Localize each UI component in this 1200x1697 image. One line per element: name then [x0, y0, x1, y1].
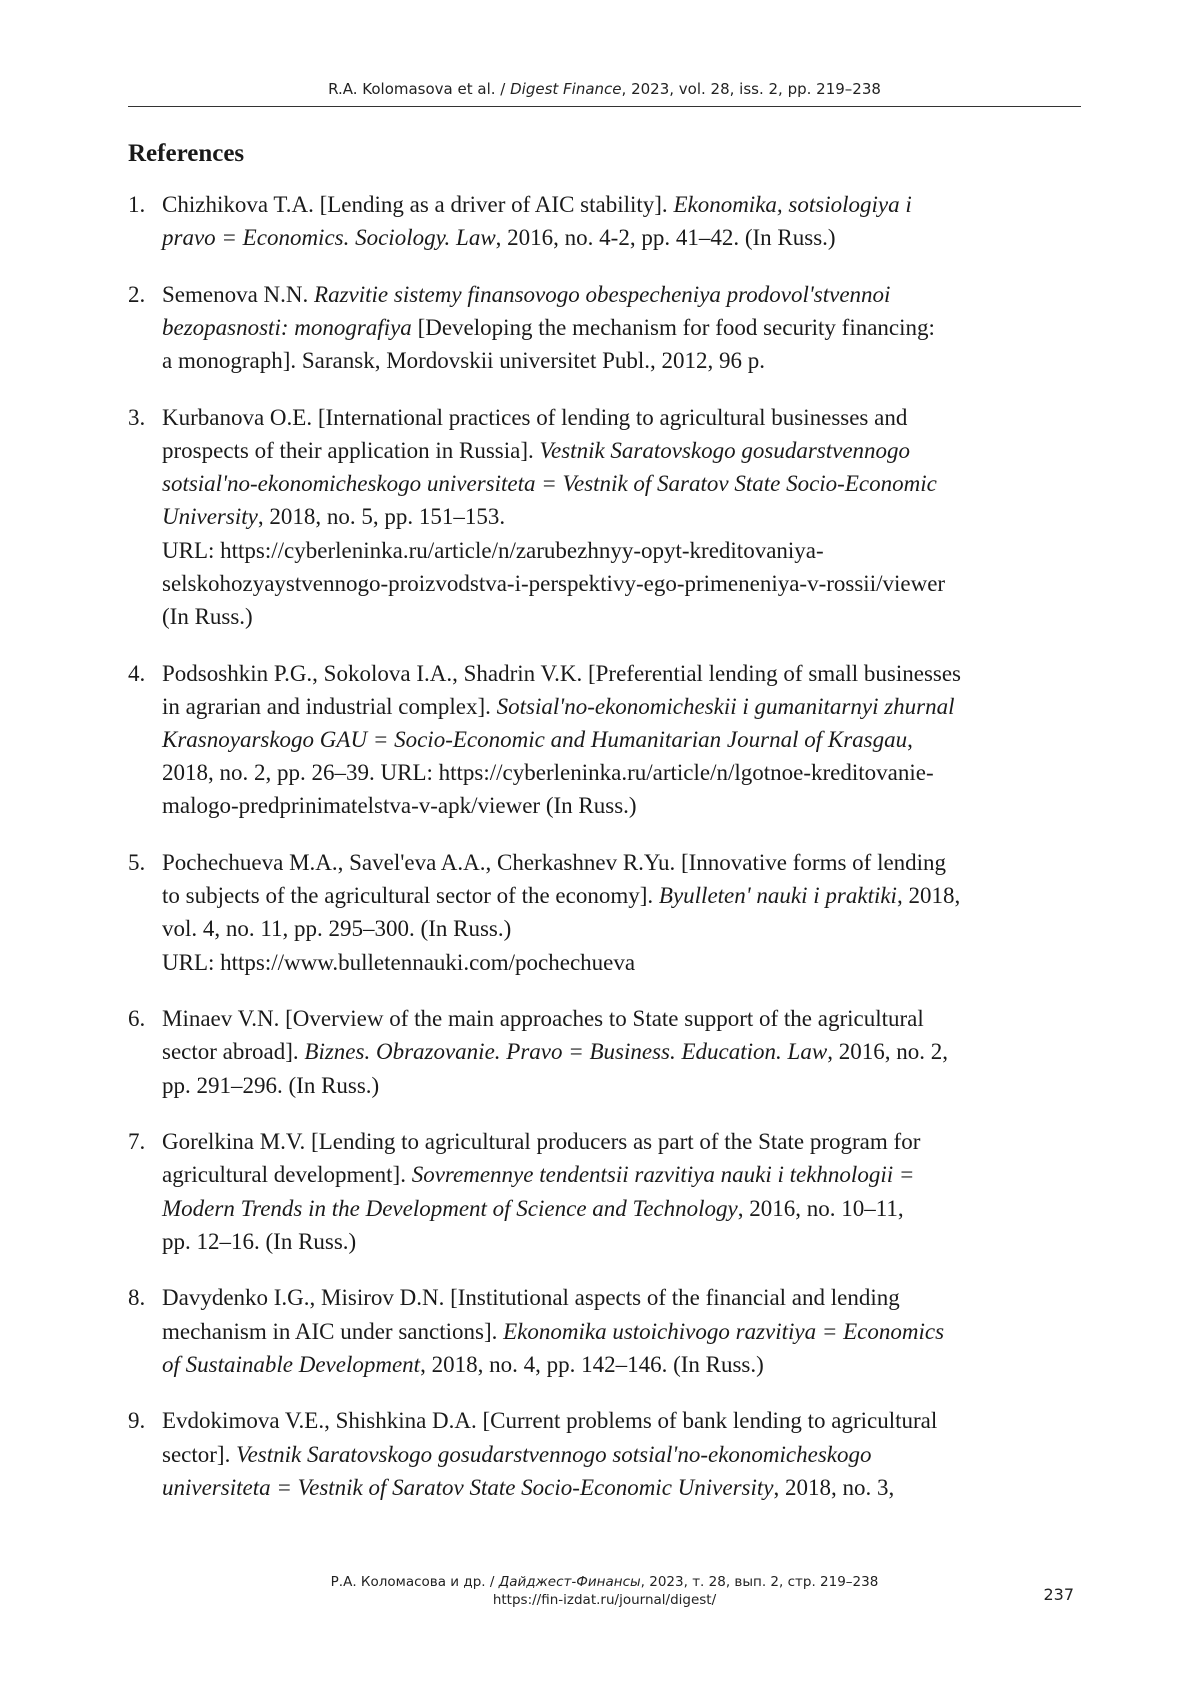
reference-item	[128, 846, 1088, 979]
page-number: 237	[1043, 1585, 1074, 1604]
reference-number: 9.	[128, 1408, 146, 1434]
reference-text: Semenova N.N. Razvitie sistemy finansovogo obespecheniya prodovol'stvennoi bezopasnosti: monografiya [Developing the mechanism for food security financing: a monograph]. Saransk, Mordovskii universitet Publ., 2012, 96 p.	[162, 281, 935, 374]
reference-item	[128, 1281, 1088, 1381]
header-details: , 2023, vol. 28, iss. 2, pp. 219–238	[621, 80, 881, 98]
reference-item	[128, 657, 1088, 823]
reference-list	[128, 188, 1088, 1527]
reference-number: 7.	[128, 1129, 146, 1155]
header-journal: Digest Finance	[510, 80, 622, 98]
footer-citation: Р.А. Коломасова и др. / Дайджест-Финансы, 2023, т. 28, вып. 2, стр. 219–238	[330, 1574, 879, 1590]
reference-number: 5.	[128, 850, 146, 876]
reference-number: 8.	[128, 1285, 146, 1311]
running-footer	[128, 1573, 1081, 1609]
reference-number: 1.	[128, 192, 146, 217]
reference-text: Minaev V.N. [Overview of the main approaches to State support of the agricultural sector abroad]. Biznes. Obrazovanie. Pravo = Business. Education. Law, 2016, no. 2, pp. 291–296. (In Russ.)	[162, 1006, 948, 1098]
reference-url: URL: https://www.bulletennauki.com/pochechueva	[162, 949, 636, 975]
reference-text: Davydenko I.G., Misirov D.N. [Institutional aspects of the financial and lending mechanism in AIC under sanctions]. Ekonomika ustoichivogo razvitiya = Economics of Sustainable Development, 2018, no. 4, pp. 142–146. (In Russ.)	[162, 1285, 945, 1377]
reference-item	[128, 278, 1088, 378]
section-title: References	[128, 140, 245, 167]
header-authors: R.A. Kolomasova et al. /	[328, 80, 511, 98]
reference-text: Chizhikova T.A. [Lending as a driver of AIC stability]. Ekonomika, sotsiologiya i pravo = Economics. Sociology. Law, 2016, no. 4-2, pp. 41–42. (In Russ.)	[162, 192, 912, 251]
reference-item	[128, 1002, 1088, 1102]
reference-text: Pochechueva M.A., Savel'eva A.A., Cherkashnev R.Yu. [Innovative forms of lending to subjects of the agricultural sector of the economy]. Byulleten' nauki i praktiki, 2018, vol. 4, no. 11, pp. 295–300. (In Russ.) URL: https://www.bulletennauki.com/pochechueva	[162, 846, 1088, 979]
footer-url: https://fin-izdat.ru/journal/digest/	[492, 1592, 717, 1608]
reference-text: Podsoshkin P.G., Sokolova I.A., Shadrin V.K. [Preferential lending of small businesses in agrarian and industrial complex]. Sotsial'no-ekonomicheskii i gumanitarnyi zhurnal Krasnoyarskogo GAU = Socio-Economic and Humanitarian Journal of Krasgau, 2018, no. 2, pp. 26–39. URL: https://cyberleninka.ru/article/n/lgotnoe-kreditovanie- malogo-predprinimatelstva-v-apk/viewer (In Russ.)	[162, 660, 962, 819]
reference-url: URL: https://cyberleninka.ru/article/n/zarubezhnyy-opyt-kreditovaniya-	[162, 537, 824, 563]
header-rule	[128, 106, 1081, 107]
reference-item	[128, 1125, 1088, 1258]
reference-number: 2.	[128, 281, 146, 307]
reference-number: 4.	[128, 660, 146, 686]
reference-number: 6.	[128, 1006, 146, 1032]
reference-item	[128, 401, 1088, 633]
reference-item	[128, 188, 1088, 254]
reference-text: Gorelkina M.V. [Lending to agricultural producers as part of the State program for agricultural development]. Sovremennye tendentsii razvitiya nauki i tekhnologii = Modern Trends in the Development of Science and Technology, 2016, no. 10–11, pp. 12–16. (In Russ.)	[162, 1129, 921, 1254]
reference-text: Kurbanova O.E. [International practices of lending to agricultural businesses and prospects of their application in Russia]. Vestnik Saratovskogo gosudarstvennogo sotsial'no-ekonomicheskogo universiteta = Vestnik of Saratov State Socio-Economic University, 2018, no. 5, pp. 151–153. URL: https://cyberleninka.ru/article/n/zarubezhnyy-opyt-kreditovaniya- selskohozyaystvennogo-proizvodstva-i-perspektivy-ego-primeneniya-v-rossii/viewer (In Russ.)	[162, 401, 1088, 633]
reference-number: 3.	[128, 404, 146, 430]
reference-text: Evdokimova V.E., Shishkina D.A. [Current problems of bank lending to agricultural sector]. Vestnik Saratovskogo gosudarstvennogo sotsial'no-ekonomicheskogo universiteta = Vestnik of Saratov State Socio-Economic University, 2018, no. 3,	[162, 1408, 938, 1500]
running-header	[128, 80, 1081, 98]
reference-item	[128, 1404, 1088, 1504]
